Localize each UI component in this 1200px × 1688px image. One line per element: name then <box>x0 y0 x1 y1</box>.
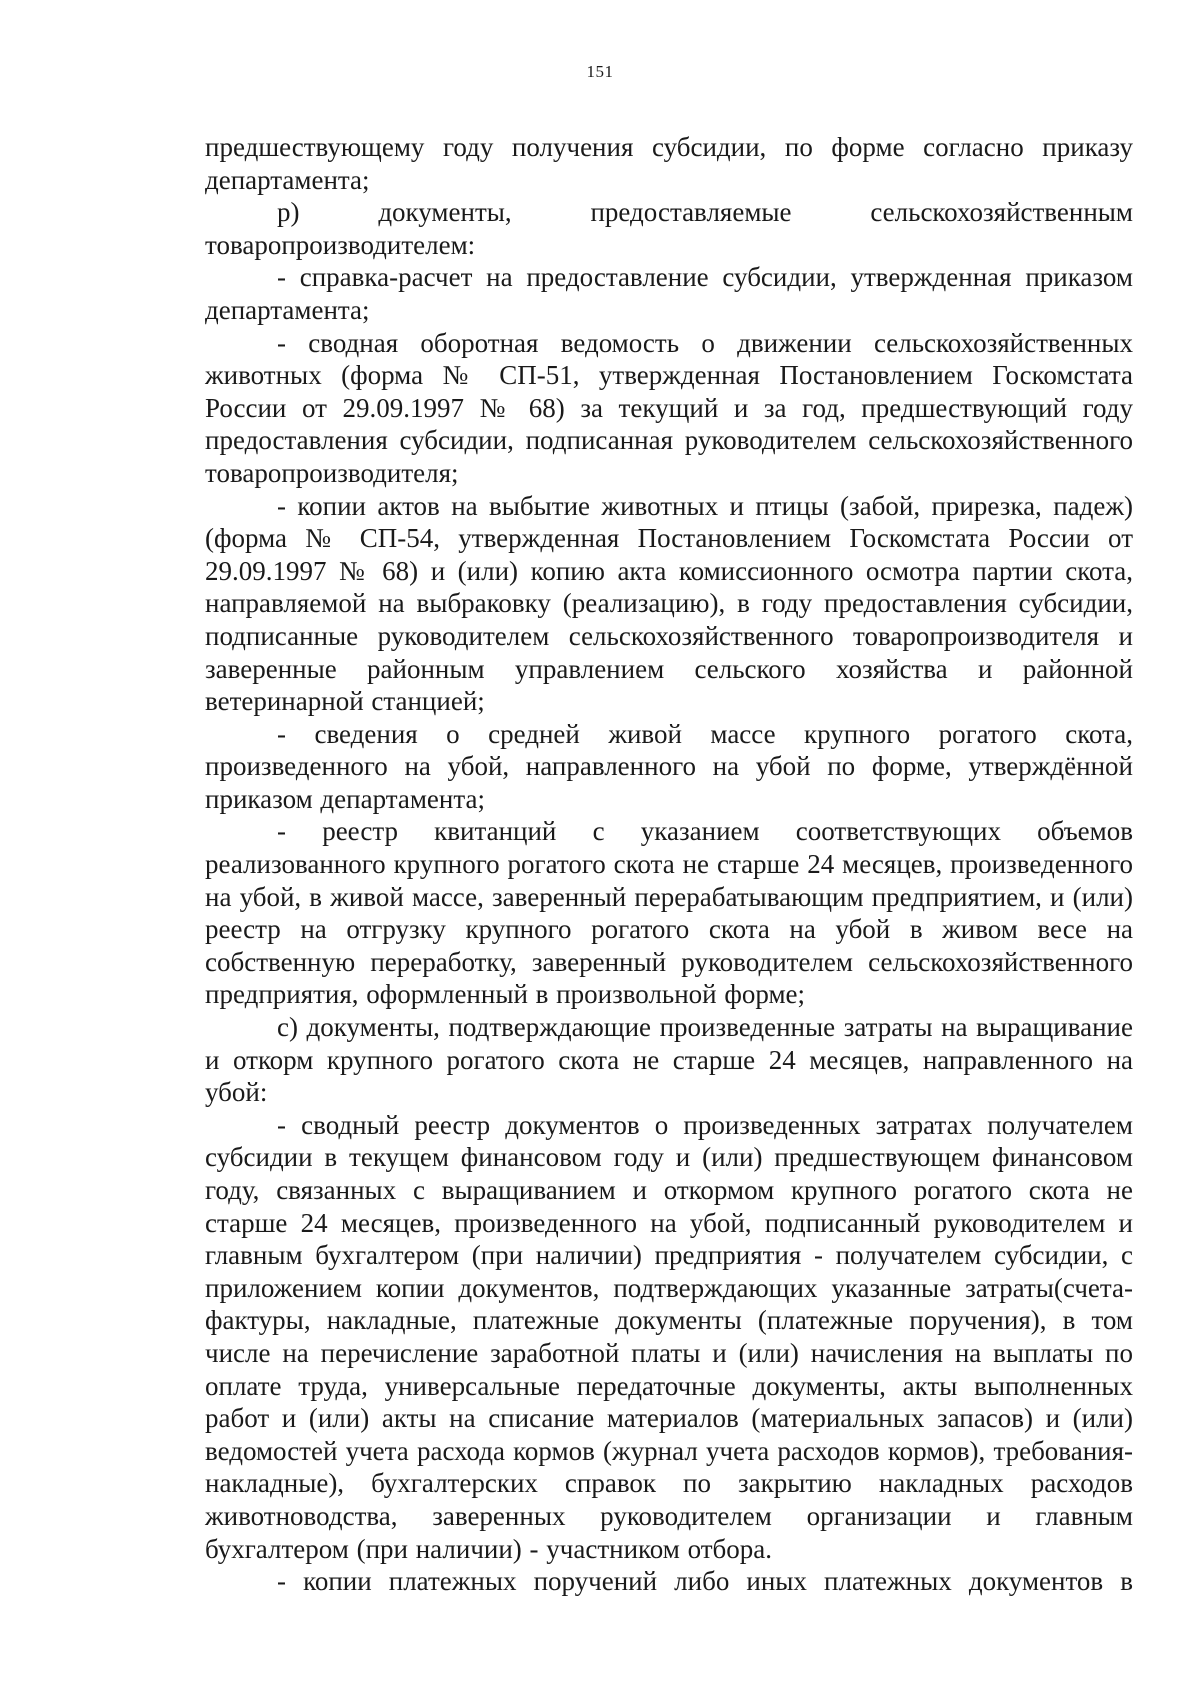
paragraph-item-s: с) документы, подтверждающие произведенные затраты на выращивание и откорм крупного рогатого скота не старше 24 месяцев, направленного на убой: <box>205 1012 1133 1108</box>
paragraph-bullet-kopii-platezhnyh: - копии платежных поручений либо иных платежных документов в <box>277 1566 1133 1597</box>
paragraph-bullet-svodnyy-reestr: - сводный реестр документов о произведенных затратах получателем субсидии в текущем финансовом году и (или) предшествующем финансовом году, связанных с выращиванием и откормом крупного рогатого скота не старше 24 месяцев, произведенного на убой, подписанный руководителем и главным бухгалтером (при наличии) предприятия - получателем субсидии, с приложением копии документов, подтверждающих указанные затраты(счета-фактуры, накладные, платежные документы (платежные поручения), в том числе на перечисление заработной платы и (или) начисления на выплаты по оплате труда, универсальные передаточные документы, акты выполненных работ и (или) акты на списание материалов (материальных запасов) и (или) ведомостей учета расхода кормов (журнал учета расходов кормов), требования-накладные), бухгалтерских справок по закрытию накладных расходов животноводства, заверенных руководителем организации и главным бухгалтером (при наличии) - участником отбора. <box>205 1109 1133 1564</box>
paragraph-bullet-reestr-kvitanciy: - реестр квитанций с указанием соответствующих объемов реализованного крупного рогатого скота не старше 24 месяцев, произведенного на убой, в живой массе, заверенный перерабатывающим предприятием, и (или) реестр на отгрузку крупного рогатого скота на убой в живом весе на собственную переработку, заверенный руководителем сельскохозяйственного предприятия, оформленный в произвольной форме; <box>205 816 1133 1010</box>
paragraph-bullet-kopii-aktov: - копии актов на выбытие животных и птицы (забой, прирезка, падеж) (форма № СП-54, утвержденная Постановлением Госкомстата России от 29.09.1997 № 68) и (или) копию акта комиссионного осмотра партии скота, направляемой на выбраковку (реализацию), в году предоставления субсидии, подписанные руководителем сельскохозяйственного товаропроизводителя и заверенные районным управлением сельского хозяйства и районной ветеринарной станцией; <box>205 490 1133 717</box>
page-number: 151 <box>586 62 614 81</box>
paragraph-bullet-svodnaya-vedomost: - сводная оборотная ведомость о движении сельскохозяйственных животных (форма № СП-51, утвержденная Постановлением Госкомстата России от 29.09.1997 № 68) за текущий и за год, предшествующий году предоставления субсидии, подписанная руководителем сельскохозяйственного товаропроизводителя; <box>205 327 1133 488</box>
paragraph-bullet-svedeniya: - сведения о средней живой массе крупного рогатого скота, произведенного на убой, направленного на убой по форме, утверждённой приказом департамента; <box>205 718 1133 814</box>
paragraph-bullet-spravka: - справка-расчет на предоставление субсидии, утвержденная приказом департамента; <box>205 262 1133 325</box>
paragraph-continuation: предшествующему году получения субсидии, по форме согласно приказу департамента; <box>205 132 1133 195</box>
paragraph-item-r: р) документы, предоставляемые сельскохозяйственным товаропроизводителем: <box>205 197 1133 260</box>
document-body <box>205 131 1133 1598</box>
